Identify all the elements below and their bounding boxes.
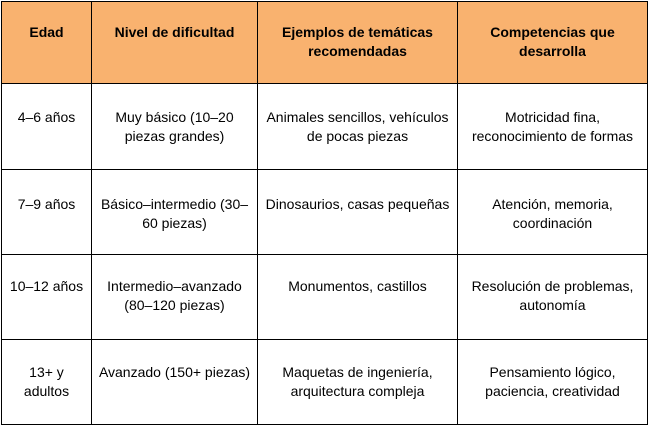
cell-edad: 10–12 años	[2, 255, 92, 340]
cell-nivel: Avanzado (150+ piezas)	[92, 340, 258, 425]
cell-edad: 13+ y adultos	[2, 340, 92, 425]
header-ejemplos-tematicas: Ejemplos de temáticas recomendadas	[258, 2, 458, 84]
header-nivel-dificultad: Nivel de dificultad	[92, 2, 258, 84]
cell-competencias: Pensamiento lógico, paciencia, creatividad	[458, 340, 648, 425]
table-row	[2, 170, 648, 255]
cell-ejemplos: Animales sencillos, vehículos de pocas piezas	[258, 84, 458, 170]
cell-competencias: Atención, memoria, coordinación	[458, 170, 648, 255]
cell-nivel: Intermedio–avanzado (80–120 piezas)	[92, 255, 258, 340]
cell-competencias: Motricidad fina, reconocimiento de formas	[458, 84, 648, 170]
table-header-row	[2, 2, 648, 84]
cell-ejemplos: Monumentos, castillos	[258, 255, 458, 340]
cell-nivel: Básico–intermedio (30–60 piezas)	[92, 170, 258, 255]
puzzle-age-table	[1, 1, 648, 425]
table-row	[2, 255, 648, 340]
header-edad: Edad	[2, 2, 92, 84]
cell-competencias: Resolución de problemas, autonomía	[458, 255, 648, 340]
cell-edad: 7–9 años	[2, 170, 92, 255]
cell-ejemplos: Maquetas de ingeniería, arquitectura compleja	[258, 340, 458, 425]
table-row	[2, 340, 648, 425]
table-row	[2, 84, 648, 170]
cell-ejemplos: Dinosaurios, casas pequeñas	[258, 170, 458, 255]
cell-nivel: Muy básico (10–20 piezas grandes)	[92, 84, 258, 170]
header-competencias: Competencias que desarrolla	[458, 2, 648, 84]
cell-edad: 4–6 años	[2, 84, 92, 170]
